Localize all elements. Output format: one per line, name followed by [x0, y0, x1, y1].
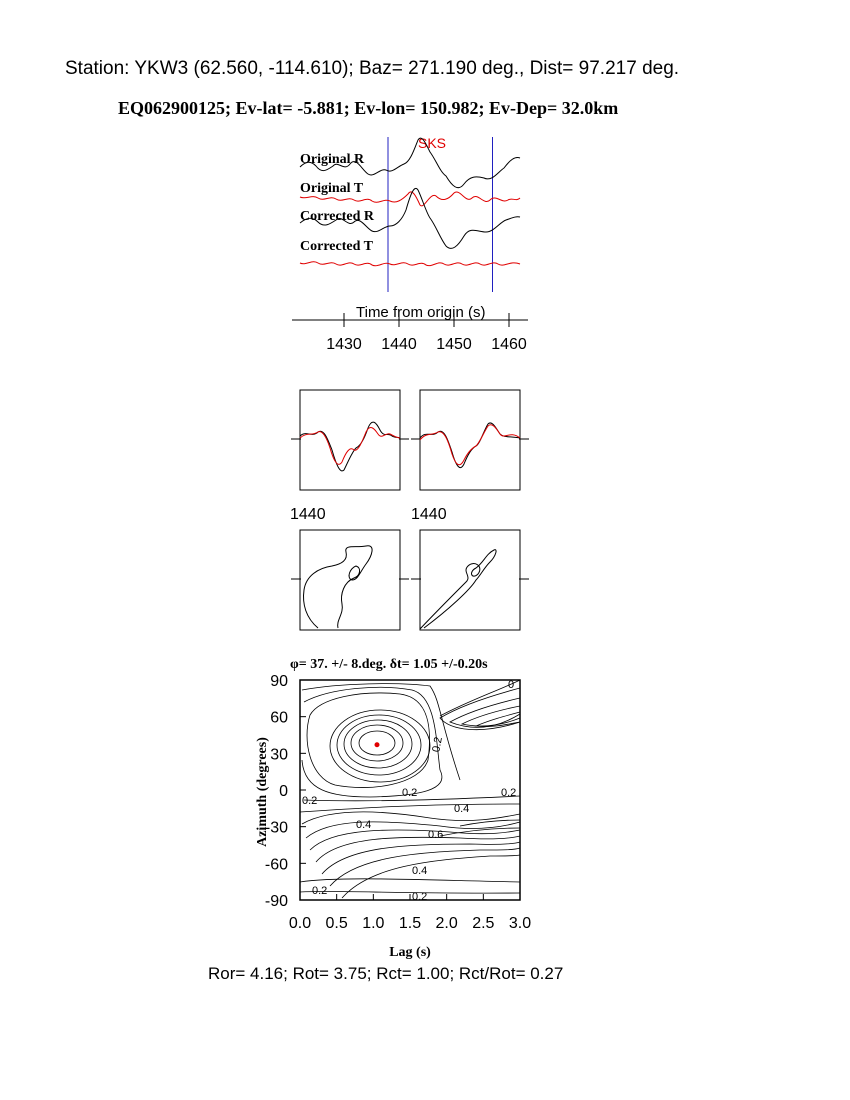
grid-y-tick-label: -60: [264, 856, 288, 874]
misfit-grid-panel: [255, 657, 531, 960]
trace-label-corrected-t: Corrected T: [300, 239, 373, 254]
grid-y-tick-label: -90: [264, 893, 288, 910]
grid-x-tick-label: 1.0: [362, 915, 385, 932]
best-fit-marker: [375, 742, 380, 747]
grid-y-tick-label: 90: [270, 673, 288, 690]
waveform-box-right: [420, 390, 520, 490]
contour-label: 0.4: [454, 803, 470, 815]
grid-x-tick-label: 1.5: [398, 915, 422, 932]
station-header: Station: YKW3 (62.560, -114.610); Baz= 271.190 deg., Dist= 97.217 deg.: [65, 58, 680, 79]
grid-x-tick-label: 0.5: [325, 915, 348, 932]
trace-label-corrected-r: Corrected R: [300, 209, 374, 224]
waveform-left-black: [300, 422, 400, 471]
waveform-left-xtick: 1440: [290, 506, 326, 523]
contour-label: 0.2: [302, 795, 318, 807]
grid-y-axis-label: Azimuth (degrees): [255, 737, 270, 847]
waveform-box-left: [300, 390, 400, 490]
particle-box-right: [420, 530, 520, 630]
contour-label: 0.4: [412, 865, 428, 877]
event-header: EQ062900125; Ev-lat= -5.881; Ev-lon= 150.982; Ev-Dep= 32.0km: [118, 98, 619, 118]
phase-label: SKS: [418, 135, 447, 151]
grid-x-tick-label: 2.5: [472, 915, 495, 932]
trace-label-original-t: Original T: [300, 181, 364, 196]
particle-motion-panels: [291, 530, 529, 630]
grid-title: φ= 37. +/- 8.deg. δt= 1.05 +/-0.20s: [290, 657, 488, 672]
waveform-comparison-panels: [290, 390, 529, 523]
grid-y-tick-label: 30: [270, 746, 288, 764]
contour-label: 0.2: [501, 787, 517, 799]
time-tick-label: 1440: [381, 336, 417, 353]
contour-label: 0.2: [402, 787, 418, 799]
grid-x-tick-label: 3.0: [508, 915, 532, 932]
time-axis-label: Time from origin (s): [356, 304, 486, 321]
contour-label: 0.2: [412, 891, 428, 903]
traces-panel: [292, 135, 528, 353]
time-tick-label: 1450: [436, 336, 472, 353]
time-tick-label: 1460: [491, 336, 527, 353]
grid-y-tick-label: -30: [264, 819, 288, 837]
contour-label: 0.4: [356, 819, 372, 831]
trace-label-original-r: Original R: [300, 152, 365, 167]
contour-label: 0: [508, 679, 515, 691]
waveform-right-xtick: 1440: [411, 506, 447, 523]
particle-motion-corrected: [420, 550, 496, 629]
waveform-right-red: [420, 425, 520, 465]
grid-x-tick-label: 2.0: [435, 915, 458, 932]
waveform-left-red: [300, 428, 400, 465]
waveform-right-black: [420, 423, 520, 468]
grid-y-tick-label: 0: [279, 783, 288, 800]
contour-label: 0.2: [430, 736, 445, 754]
ratio-summary: Ror= 4.16; Rot= 3.75; Rct= 1.00; Rct/Rot= 0.27: [208, 964, 564, 983]
trace-corrected-t: [300, 262, 520, 266]
particle-motion-original: [304, 546, 373, 628]
grid-x-axis-label: Lag (s): [389, 945, 431, 960]
time-tick-label: 1430: [326, 336, 362, 353]
contour-label: 0.6: [428, 829, 444, 841]
grid-y-tick-label: 60: [270, 709, 288, 727]
grid-x-tick-label: 0.0: [288, 915, 312, 932]
contour-label: 0.2: [312, 885, 328, 897]
